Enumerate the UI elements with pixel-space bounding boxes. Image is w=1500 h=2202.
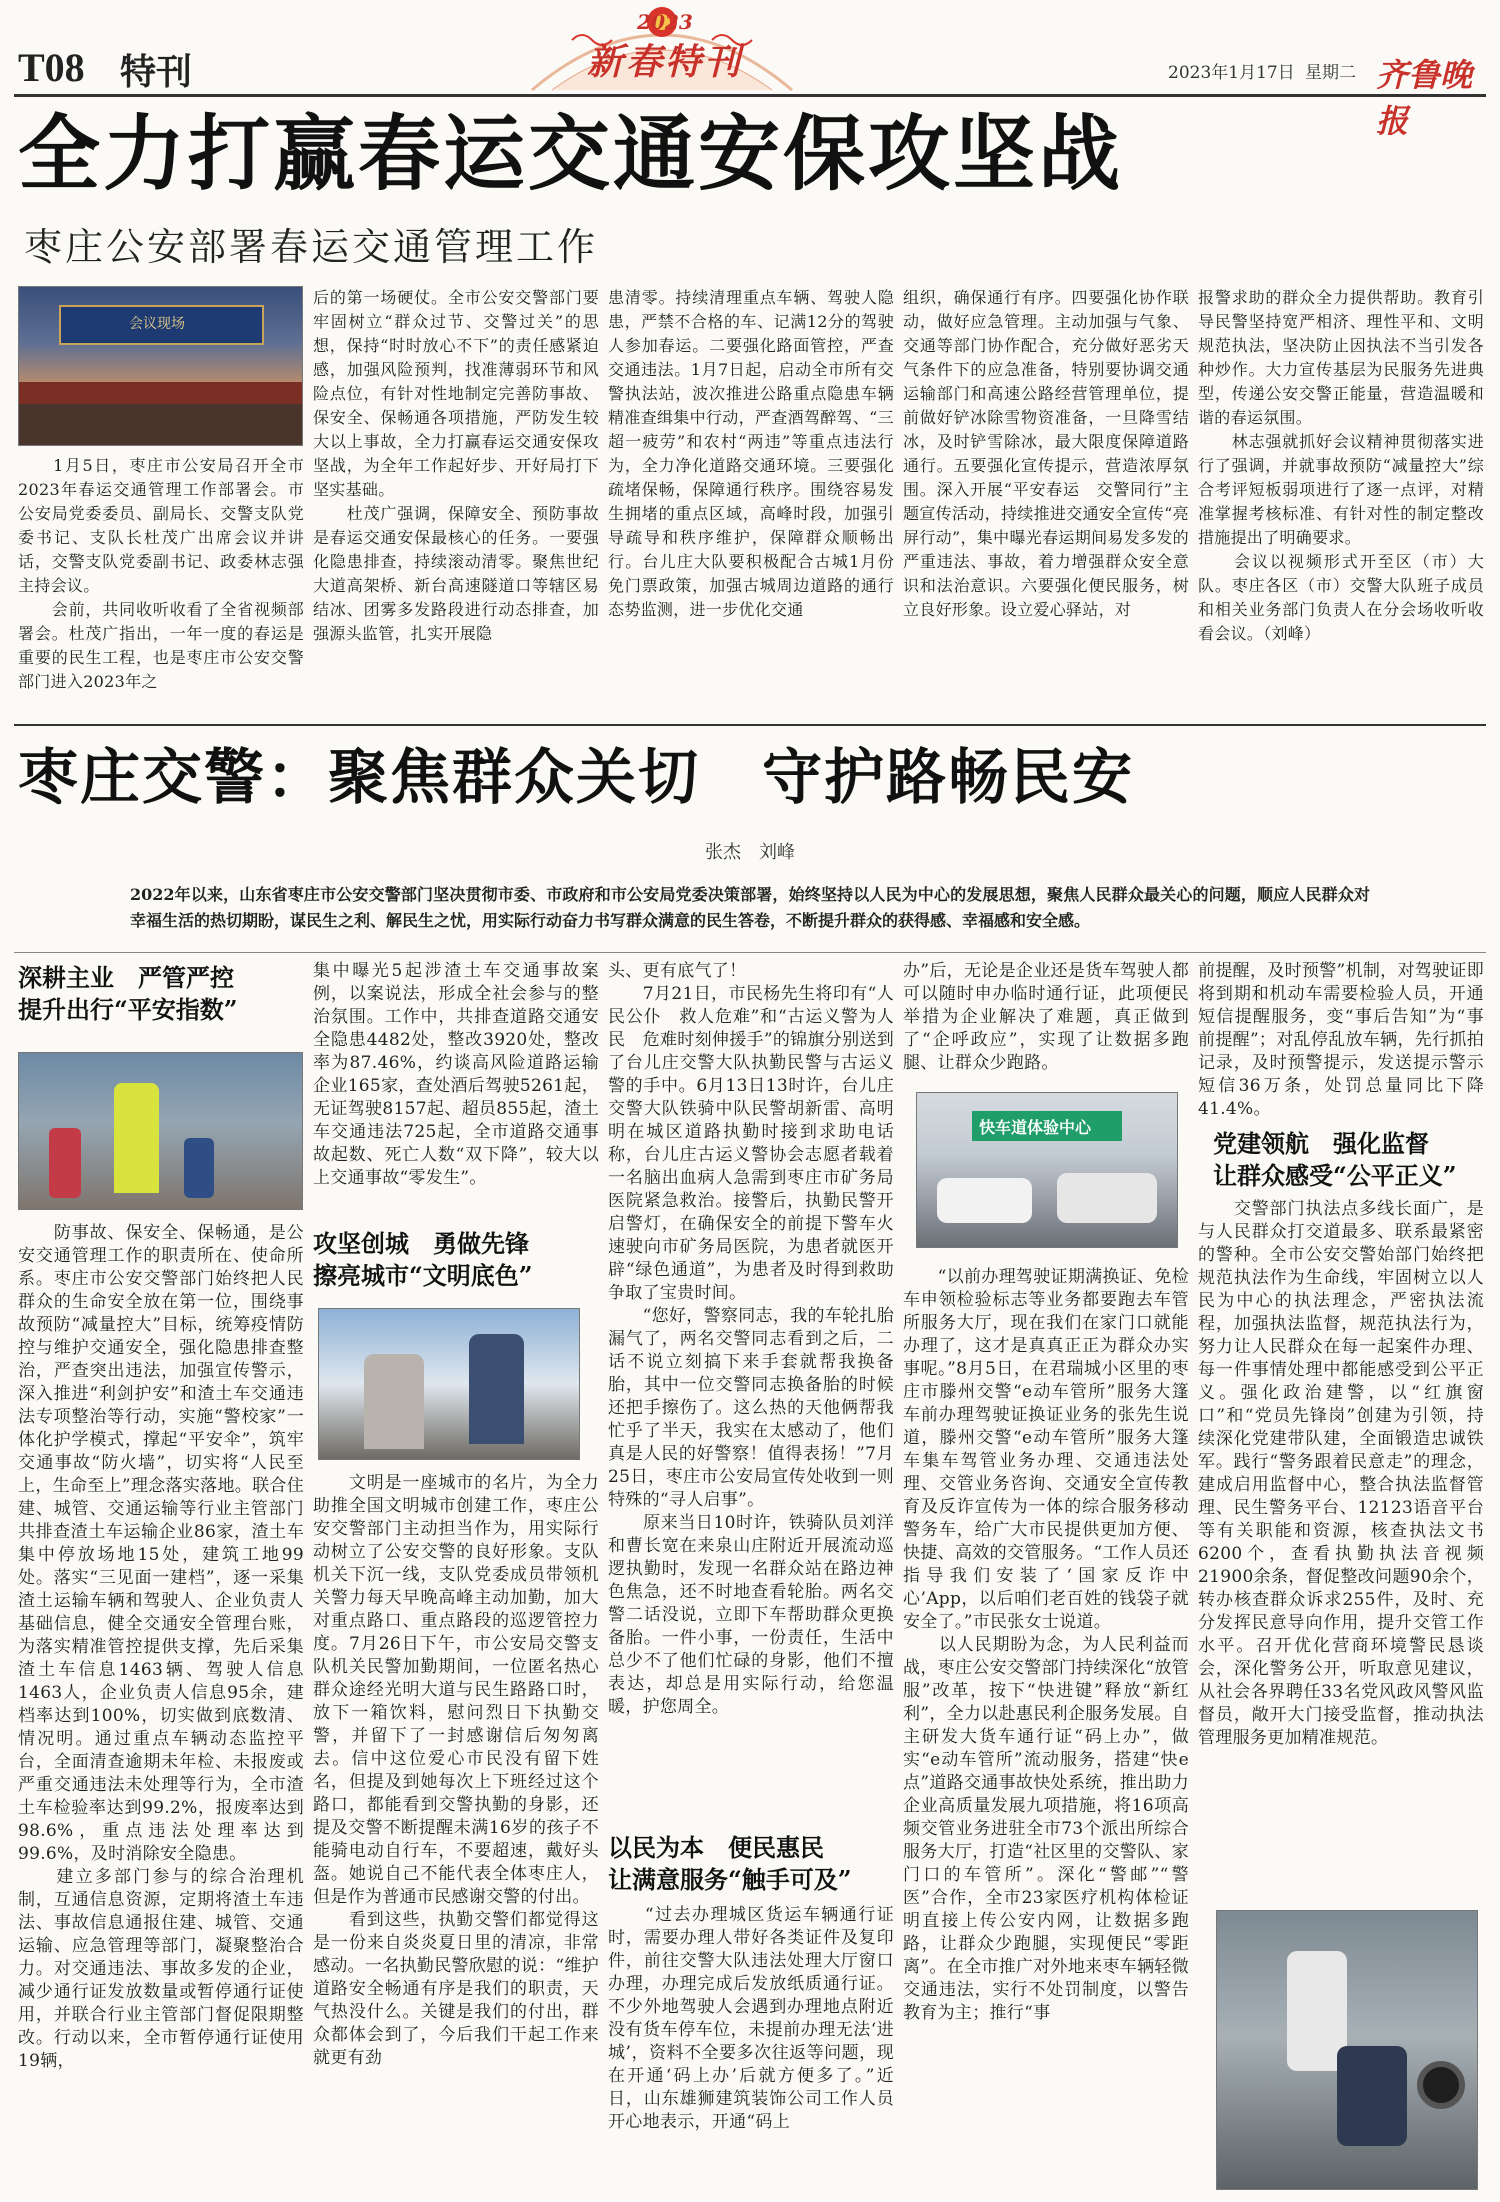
- lead-rule: [14, 952, 1486, 953]
- center-sign-text: 快车道体验中心: [979, 1118, 1092, 1137]
- article2-col2-top: 集中曝光5起涉渣土车交通事故案例，以案说法，形成全社会参与的整治氛围。工作中，共排查道路交通安全隐患4482处，整改3920处，整改率为87.46%，约谈高风险道路运输企业165家，查处酒后驾驶5261起，无证驾驶8157起、超员855起，渣土车交通违法725起，全市道路交通事故起数、死亡人数“双下降”，较大以上交通事故“零发生”。: [313, 961, 599, 1188]
- article1-col5: 报警求助的群众全力提供帮助。教育引导民警坚持宽严相济、理性平和、文明规范执法，坚决防止因执法不当引发各种炒作。大力宣传基层为民服务先进典型，传递公安交警正能量，营造温暖和谐的春运氛围。 林志强就抓好会议精神贯彻落实进行了强调，并就事故预防“减量控大”综合考评短板弱项进行了逐一点评，对精准掌握考核标准、有针对性的制定整改措施提出了明确要求。 会议以视频形式开至区（市）大队。枣庄各区（市）交警大队班子成员和相关业务部门负责人在分会场收听收看会议。（刘峰）: [1198, 288, 1484, 643]
- meeting-photo: [18, 286, 303, 446]
- officer-figure: [469, 1334, 524, 1444]
- article2-col5-top: 前提醒，及时预警”机制，对驾驶证即将到期和机动车需要检验人员，开通短信提醒服务，变“事后告知”为“事前提醒”；对乱停乱放车辆，先行抓拍记录，及时预警提示，发送提示警示短信36万条，处罚总量同比下降41.4%。: [1198, 961, 1484, 1119]
- child-figure-2: [184, 1138, 214, 1198]
- article1-col3: 患清零。持续清理重点车辆、驾驶人隐患，严禁不合格的车、记满12分的驾驶人参加春运。二要强化路面管控，严查交通违法。1月7日起，启动全市所有交警执法站，波次推进公路重点隐患车辆精准查缉集中行动，严查酒驾醉驾、“三超一疲劳”和农村“两违”等重点违法行为，全力净化道路交通环境。三要强化疏堵保畅，保障通行秩序。围绕容易发生拥堵的重点区域，高峰时段，加强引导疏导和秩序维护，保障群众顺畅出行。台儿庄大队要积极配合古城1月份免门票政策，加强古城周边道路的通行态势监测，进一步优化交通: [608, 288, 894, 619]
- tire-shape: [1417, 2061, 1465, 2109]
- officer-figure: [1337, 2046, 1407, 2146]
- meeting-floor: [19, 404, 303, 446]
- traffic-police-photo: [18, 1052, 303, 1210]
- section-heading-2: 攻坚创城 勇做先锋 擦亮城市“文明底色”: [313, 1229, 533, 1290]
- article2-headline: 枣庄交警：聚焦群众关切 守护路畅民安: [18, 743, 1134, 813]
- banner-title: 新春特刊: [586, 41, 743, 83]
- article2-col4-mid: “以前办理驾驶证期满换证、免检车申领检验标志等业务都要跑去车管所服务大厅，现在我们在家门口就能办理了，这才是真真正正为群众办实事呢。”8月5日，在君瑞城小区里的枣庄市滕州交警“e动车管所”服务大篷车前办理驾驶证换证业务的张先生说道，滕州交警“e动车管所”服务大篷车集车驾管业务办理、交通违法处理、交管业务咨询、交通安全宣传教育及反诈宣传为一体的综合服务移动警务车，给广大市民提供更加方便、快捷、高效的交管服务。“工作人员还指导我们安装了‘国家反诈中心’App，以后咱们老百姓的钱袋子就安全了。”市民张女士说道。 以人民期盼为念，为人民利益而战，枣庄公安交警部门持续深化“放管服”改革，按下“快进键”释放“新红利”，全力以赴惠民利企服务发展。自主研发大货车通行证“码上办”，做实“e动车管所”流动服务，搭建“快e点”道路交通事故快处系统，推出助力企业高质量发展九项措施，将16项高频交管业务进驻全市73个派出所综合服务大厅，打造“社区里的交警队、家门口的车管所”。深化“警邮”“警医”合作，全市23家医疗机构体检证明直接上传公安内网，让数据多跑路，让群众少跑腿，实现便民“零距离”。在全市推广对外地来枣车辆轻微交通违法，实行不处罚制度，以警告教育为主；推行“事: [903, 1267, 1189, 2023]
- tire-change-photo: [1216, 1910, 1478, 2190]
- car-shape-2: [1057, 1173, 1157, 1223]
- page-code: T08: [18, 45, 85, 90]
- article2-col3-top: 头、更有底气了！ 7月21日，市民杨先生将印有“人民公仆 救人危难”和“古运义警为人民 危难时刻伸援手”的锦旗分别送到了台儿庄交警大队执勤民警与古运义警的手中。6月13日13时许，台儿庄交警大队铁骑中队民警胡新雷、高明明在城区道路执勤时接到求助电话称，台儿庄古运义警协会志愿者载着一名脑出血病人急需到枣庄市矿务局医院紧急救治。接警后，执勤民警开启警灯，在确保安全的前提下警车火速驶向市矿务局医院，为患者就医开辟“绿色通道”，为患者及时得到救助争取了宝贵时间。 “您好，警察同志，我的车轮扎胎漏气了，两名交警同志看到之后，二话不说立刻搞下来手套就帮我换备胎，其中一位交警同志换备胎的时候还把手擦伤了。这么热的天他俩帮我忙乎了半天，我实在太感动了，他们真是人民的好警察！值得表扬！”7月25日，枣庄市公安局宣传处收到一则特殊的“寻人启事”。 原来当日10时许，铁骑队员刘洋和曹长宽在来泉山庄附近开展流动巡逻执勤时，发现一名群众站在路边神色焦急，还不时地查看轮胎。两名交警二话没说，立即下车帮助群众更换备胎。一件小事，一份责任，生活中总少不了他们忙碌的身影，他们不擅表达，却总是用实际行动，给您温暖，护您周全。: [608, 961, 894, 1717]
- meeting-banner-text: 会议现场: [129, 316, 185, 332]
- section-heading-4: 党建领航 强化监督 让群众感受“公平正义”: [1213, 1129, 1457, 1190]
- article-divider: [14, 724, 1486, 726]
- article1-col1: 1月5日，枣庄市公安局召开全市2023年春运交通管理工作部署会。市公安局党委委员、副局长、交警支队党委书记、支队长杜茂广出席会议并讲话，交警支队党委副书记、政委林志强主持会议。 会前，共同收听收看了全省视频部署会。杜茂广指出，一年一度的春运是重要的民生工程，也是枣庄市公安交警部门进入2023年之: [18, 456, 304, 690]
- article1-col2: 后的第一场硬仗。全市公安交警部门要牢固树立“群众过节、交警过关”的思想，保持“时时放心不下”的责任感紧迫感，加强风险预判，找准薄弱环节和风险点位，有针对性地制定完善防事故、保安全、保畅通各项措施，严防发生较大以上事故，全力打赢春运交通安保攻坚战，为全年工作起好步、开好局打下坚实基础。 杜茂广强调，保障安全、预防事故是春运交通安保最核心的任务。一要强化隐患排查，持续滚动清零。聚焦世纪大道高架桥、新台高速隧道口等辖区易结冰、团雾多发路段进行动态排查，加强源头监管，扎实开展隐: [313, 288, 599, 643]
- issue-date: 2023年1月17日: [1168, 63, 1295, 83]
- article2-col3-bottom: “过去办理城区货运车辆通行证时，需要办理人带好各类证件及复印件，前往交警大队违法处理大厅窗口办理，办理完成后发放纸质通行证。不少外地驾驶人会遇到办理地点附近没有货车停车位，未提前办理无法‘进城’，资料不全要多次往返等问题，现在开通‘码上办’后就方便多了。”近日，山东雄狮建筑装饰公司工作人员开心地表示，开通“码上: [608, 1905, 894, 2132]
- section-heading-1: 深耕主业 严管严控 提升出行“平安指数”: [18, 963, 238, 1024]
- service-center-photo: [916, 1092, 1178, 1248]
- article1-subheadline: 枣庄公安部署春运交通管理工作: [24, 225, 599, 269]
- newspaper-logo: 齐鲁晚报: [1376, 56, 1473, 140]
- volunteer-photo: [318, 1308, 580, 1460]
- child-figure: [49, 1128, 81, 1198]
- banner-year: 2023: [637, 10, 693, 34]
- officer-vest: [114, 1083, 159, 1193]
- section-heading-3: 以民为本 便民惠民 让满意服务“触手可及”: [608, 1833, 852, 1894]
- meeting-table: [19, 382, 303, 404]
- section-name: 特刊: [120, 51, 193, 93]
- citizen-figure: [364, 1354, 424, 1449]
- header-rule: [14, 94, 1486, 97]
- article2-col4-top: 办”后，无论是企业还是货车驾驶人都可以随时申办临时通行证，此项便民举措为企业解决了难题，真正做到了“企呼政应”，实现了让数据多跑腿、让群众少跑路。: [903, 961, 1189, 1072]
- article2-col5-body: 交警部门执法点多线长面广，是与人民群众打交道最多、联系最紧密的警种。全市公安交警始部门始终把规范执法作为生命线，牢固树立以人民为中心的执法理念，严密执法流程，加强执法监督，规范执法行为，努力让人民群众在每一起案件办理、每一件事情处理中都能感受到公平正义。强化政治建警，以“红旗窗口”和“党员先锋岗”创建为引领，持续深化党建带队建，全面锻造忠诚铁军。践行“警务跟着民意走”的理念，建成启用监督中心，整合执法监督管理、民生警务平台、12123语音平台等有关职能和资源，核查执法文书6200个，查看执勤执法音视频21900余条，督促整改问题90余个，转办核查群众诉求255件，及时、充分发挥民意导向作用，提升交管工作水平。召开优化营商环境警民恳谈会，深化警务公开，听取意见建议，从社会各界聘任33名党风政风警风监督员，敞开大门接受监督，推动执法管理服务更加精准规范。: [1198, 1199, 1484, 1748]
- article2-byline: 张杰 刘峰: [705, 842, 795, 863]
- article2-lead: 2022年以来，山东省枣庄市公安交警部门坚决贯彻市委、市政府和市公安局党委决策部署，始终坚持以人民为中心的发展思想，聚焦人民群众最关心的问题，顺应人民群众对幸福生活的热切期盼，谋民生之利、解民生之忧，用实际行动奋力书写群众满意的民生答卷，不断提升群众的获得感、幸福感和安全感。: [130, 885, 1370, 930]
- article2-col2-bottom: 文明是一座城市的名片，为全力助推全国文明城市创建工作，枣庄公安交警部门主动担当作为，用实际行动树立了公安交警的良好形象。支队机关下沉一线，支队党委成员带领机关警力每天早晚高峰主动加勤，加大对重点路口、重点路段的巡逻管控力度。7月26日下午，市公安局交警支队机关民警加勤期间，一位匿名热心群众途经光明大道与民生路路口时，放下一箱饮料，慰问烈日下执勤交警，并留下了一封感谢信后匆匆离去。信中这位爱心市民没有留下姓名，但提及到她每次上下班经过这个路口，都能看到交警执勤的身影，还提及交警不断提醒未满16岁的孩子不能骑电动自行车，不要超速，戴好头盔。她说自己不能代表全体枣庄人，但是作为普通市民感谢交警的付出。 看到这些，执勤交警们都觉得这是一份来自炎炎夏日里的清凉，非常感动。一名执勤民警欣慰的说：“维护道路安全畅通有序是我们的职责，天气热没什么。关键是我们的付出，群众都体会到了，今后我们干起工作来就更有劲: [313, 1473, 599, 2068]
- article1-headline: 全力打赢春运交通安保攻坚战: [18, 106, 1124, 202]
- article1-col4: 组织，确保通行有序。四要强化协作联动，做好应急管理。主动加强与气象、交通等部门协作配合，充分做好恶劣天气条件下的应急准备，特别要协调交通运输部门和高速公路经营管理单位，提前做好铲冰除雪物资准备，一旦降雪结冰，及时铲雪除冰，最大限度保障道路通行。五要强化宣传提示，营造浓厚氛围。深入开展“平安春运 交警同行”主题宣传活动，持续推进交通安全宣传“亮屏行动”，集中曝光春运期间易发多发的严重违法、事故，着力增强群众安全意识和法治意识。六要强化便民服务，树立良好形象。设立爱心驿站，对: [903, 288, 1189, 619]
- car-shape: [937, 1178, 1032, 1223]
- article2-col1: 防事故、保安全、保畅通，是公安交通管理工作的职责所在、使命所系。枣庄市公安交警部门始终把人民群众的生命安全放在第一位，围绕事故预防“减量控大”目标，统筹疫情防控与维护交通安全，强化隐患排查整治，严查突出违法，加强宣传警示，深入推进“利剑护安”和渣土车交通违法专项整治等行动，实施“警校家”一体化护学模式，撑起“平安伞”，筑牢交通事故“防火墙”，切实将“人民至上，生命至上”理念落实落地。联合住建、城管、交通运输等行业主管部门共排查渣土车运输企业86家，渣土车集中停放场地15处，建筑工地99处。落实“三见面一建档”，逐一采集渣土运输车辆和驾驶人、企业负责人基础信息，健全交通安全管理台账，为落实精准管控提供支撑，先后采集渣土车信息1463辆、驾驶人信息1463人，企业负责人信息95余，建档率达到100%，切实做到底数清、情况明。通过重点车辆动态监控平台，全面清查逾期未年检、未报废或严重交通违法未处理等行为，全市渣土车检验率达到99.2%，报废率达到98.6%，重点违法处理率达到99.6%，及时消除安全隐患。 建立多部门参与的综合治理机制，互通信息资源，定期将渣土车违法、事故信息通报住建、城管、交通运输、应急管理等部门，凝聚整治合力。对交通违法、事故多发的企业，减少通行证发放数量或暂停通行证使用，并联合行业主管部门督促限期整改。行动以来，全市暂停通行证使用19辆，: [18, 1223, 304, 2071]
- issue-weekday: 星期二: [1305, 63, 1356, 83]
